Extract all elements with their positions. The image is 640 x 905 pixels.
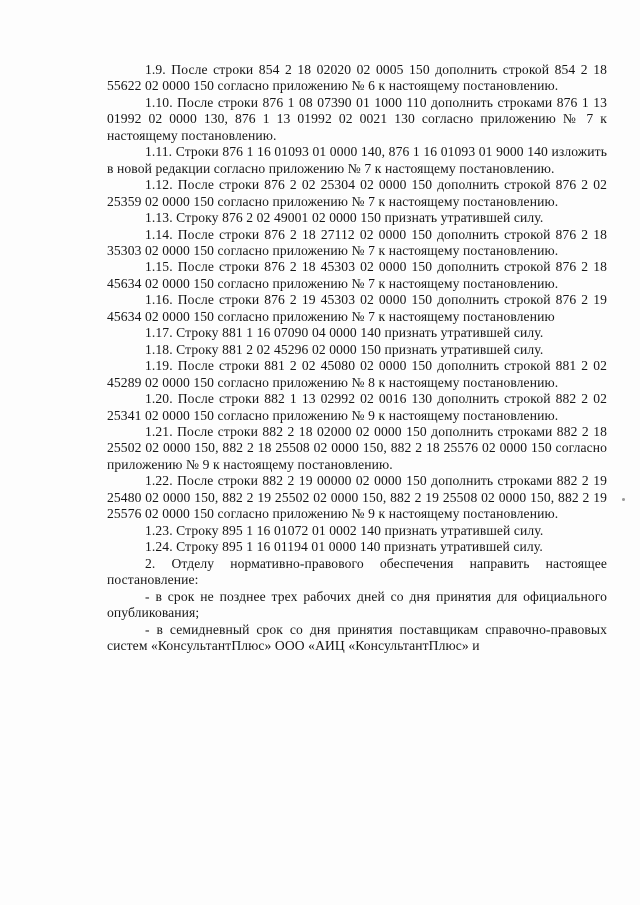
- paragraph-2-bullet-1: - в срок не позднее трех рабочих дней со дня принятия для официального опубликования;: [107, 588, 607, 620]
- paragraph-1-24: 1.24. Строку 895 1 16 01194 01 0000 140 признать утратившей силу.: [145, 539, 543, 555]
- paragraph-1-22: 1.22. После строки 882 2 19 00000 02 0000 150 дополнить строками 882 2 19 25480 02 0000 150, 882 2 19 25502 02 0000 150, 882 2 19 25508 02 0000 150, 882 2 19 25576 02 0000 150 согласно приложению № 9 к настоящему постановлению.: [107, 473, 607, 522]
- paragraph-2-bullet-2: - в семидневный срок со дня принятия поставщикам справочно-правовых систем «КонсультантПлюс» ООО «АИЦ «КонсультантПлюс» и: [107, 621, 607, 653]
- paragraph-1-15: 1.15. После строки 876 2 18 45303 02 0000 150 дополнить строкой 876 2 18 45634 02 0000 150 согласно приложению № 7 к настоящему постановлению.: [107, 259, 607, 291]
- paragraph-1-11: 1.11. Строки 876 1 16 01093 01 0000 140, 876 1 16 01093 01 9000 140 изложить в новой редакции согласно приложению № 7 к настоящему постановлению.: [107, 144, 607, 176]
- paragraph-1-18: 1.18. Строку 881 2 02 45296 02 0000 150 признать утратившей силу.: [145, 341, 544, 357]
- paragraph-1-12: 1.12. После строки 876 2 02 25304 02 0000 150 дополнить строкой 876 2 02 25359 02 0000 150 согласно приложению № 7 к настоящему постановлению.: [107, 177, 607, 209]
- paragraph-1-23: 1.23. Строку 895 1 16 01072 01 0002 140 признать утратившей силу.: [145, 522, 544, 538]
- paragraph-1-19: 1.19. После строки 881 2 02 45080 02 0000 150 дополнить строкой 881 2 02 45289 02 0000 150 согласно приложению № 8 к настоящему постановлению.: [107, 358, 607, 390]
- scan-artifact-dot: [622, 498, 625, 501]
- paragraph-1-9: 1.9. После строки 854 2 18 02020 02 0005 150 дополнить строкой 854 2 18 55622 02 0000 150 согласно приложению № 6 к настоящему постановлению.: [107, 62, 607, 94]
- paragraph-1-14: 1.14. После строки 876 2 18 27112 02 0000 150 дополнить строкой 876 2 18 35303 02 0000 150 согласно приложению № 7 к настоящему постановлению.: [107, 226, 607, 258]
- paragraph-1-20: 1.20. После строки 882 1 13 02992 02 0016 130 дополнить строкой 882 2 02 25341 02 0000 150 согласно приложению № 9 к настоящему постановлению.: [107, 391, 607, 423]
- paragraph-2: 2. Отделу нормативно-правового обеспечения направить настоящее постановление:: [107, 555, 607, 588]
- paragraph-1-21: 1.21. После строки 882 2 18 02000 02 0000 150 дополнить строками 882 2 18 25502 02 0000 150, 882 2 18 25508 02 0000 150, 882 2 18 25576 02 0000 150 согласно приложению № 9 к настоящему постановлению.: [107, 424, 607, 472]
- paragraph-1-17: 1.17. Строку 881 1 16 07090 04 0000 140 признать утратившей силу.: [145, 325, 544, 341]
- paragraph-1-16: 1.16. После строки 876 2 19 45303 02 0000 150 дополнить строкой 876 2 19 45634 02 0000 150 согласно приложению № 7 к настоящему постановлению: [107, 292, 607, 324]
- paragraph-1-13: 1.13. Строку 876 2 02 49001 02 0000 150 признать утратившей силу.: [145, 210, 544, 226]
- paragraph-1-10: 1.10. После строки 876 1 08 07390 01 1000 110 дополнить строками 876 1 13 01992 02 0000 130, 876 1 13 01992 02 0021 130 согласно приложению № 7 к настоящему постановлению.: [107, 94, 607, 143]
- document-body: [107, 62, 607, 654]
